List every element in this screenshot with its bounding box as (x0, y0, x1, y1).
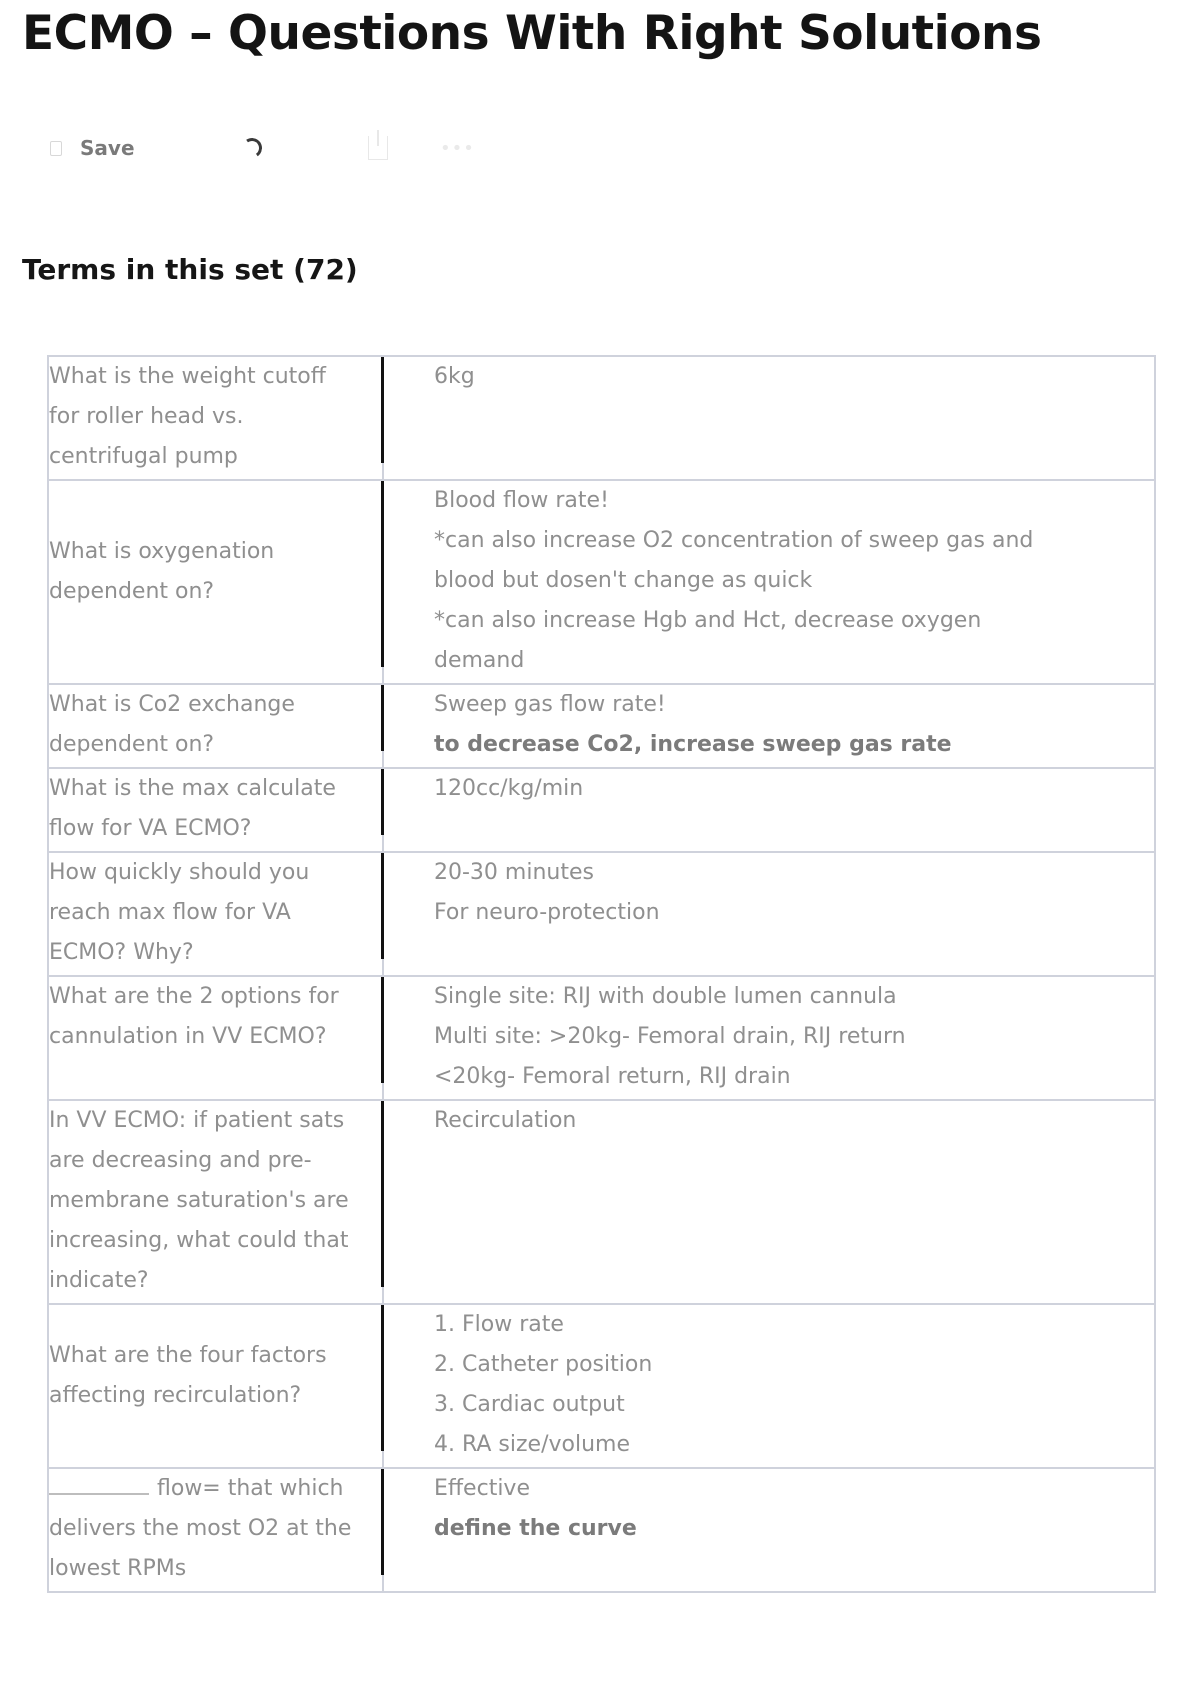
term-cell (48, 976, 383, 1100)
table-row (48, 480, 1155, 684)
term-line: delivers the most O2 at the (49, 1516, 352, 1541)
term-cell (48, 768, 383, 852)
term-line: membrane saturation's are (49, 1188, 349, 1213)
term-line: cannulation in VV ECMO? (49, 1024, 327, 1049)
term-text (49, 481, 382, 683)
save-label: Save (80, 136, 135, 160)
definition-cell (383, 1304, 1155, 1468)
definition-cell (383, 768, 1155, 852)
term-text (49, 853, 382, 975)
loading-indicator (242, 128, 262, 168)
definition-line: to decrease Co2, increase sweep gas rate (434, 732, 952, 757)
term-line: reach max flow for VA (49, 900, 291, 925)
table-row (48, 1100, 1155, 1304)
page-title: ECMO – Questions With Right Solutions (22, 6, 1042, 61)
table-row (48, 852, 1155, 976)
term-line: dependent on? (49, 732, 215, 757)
share-icon (368, 136, 388, 160)
definition-line: For neuro-protection (434, 900, 660, 925)
term-line: centrifugal pump (49, 444, 238, 469)
definition-line: define the curve (434, 1516, 637, 1541)
definition-line: *can also increase Hgb and Hct, decrease oxygen (434, 608, 982, 633)
term-cell (48, 1100, 383, 1304)
term-line: are decreasing and pre- (49, 1148, 312, 1173)
more-options-button[interactable] (440, 128, 475, 168)
term-line-text: flow= that which (157, 1476, 344, 1501)
definition-line: 20-30 minutes (434, 860, 594, 885)
definition-line: Single site: RIJ with double lumen cannula (434, 984, 897, 1009)
bookmark-icon (50, 141, 62, 156)
terms-table (47, 355, 1156, 1593)
table-row (48, 684, 1155, 768)
definition-cell (383, 480, 1155, 684)
definition-cell (383, 1100, 1155, 1304)
term-cell (48, 684, 383, 768)
term-line: affecting recirculation? (49, 1383, 302, 1408)
term-text (49, 357, 382, 479)
definition-line: Effective (434, 1476, 530, 1501)
term-text (49, 685, 382, 767)
definition-line: Blood flow rate! (434, 488, 609, 513)
save-button[interactable] (50, 128, 135, 168)
term-line: What is the weight cutoff (49, 364, 326, 389)
definition-line: 1. Flow rate (434, 1312, 564, 1337)
term-line: What is oxygenation (49, 539, 275, 564)
term-text (49, 769, 382, 851)
definition-cell (383, 684, 1155, 768)
term-line: What is Co2 exchange (49, 692, 295, 717)
definition-line: Multi site: >20kg- Femoral drain, RIJ return (434, 1024, 906, 1049)
definition-line: 3. Cardiac output (434, 1392, 625, 1417)
table-row (48, 1304, 1155, 1468)
table-row (48, 976, 1155, 1100)
term-text (49, 1101, 382, 1303)
definition-cell (383, 976, 1155, 1100)
term-cell (48, 1468, 383, 1592)
definition-cell (383, 356, 1155, 480)
definition-line: 4. RA size/volume (434, 1432, 630, 1457)
definition-cell (383, 852, 1155, 976)
term-line: What is the max calculate (49, 776, 336, 801)
definition-line: *can also increase O2 concentration of sweep gas and (434, 528, 1034, 553)
term-line: for roller head vs. (49, 404, 244, 429)
term-line: What are the four factors (49, 1343, 327, 1368)
term-line: flow for VA ECMO? (49, 816, 252, 841)
definition-line: 2. Catheter position (434, 1352, 653, 1377)
term-text (49, 1469, 382, 1591)
share-button[interactable] (368, 128, 388, 168)
term-line: What are the 2 options for (49, 984, 339, 1009)
term-line: lowest RPMs (49, 1556, 187, 1581)
fill-in-blank (49, 1469, 149, 1495)
definition-cell (383, 1468, 1155, 1592)
definition-line: <20kg- Femoral return, RIJ drain (434, 1064, 791, 1089)
term-line: indicate? (49, 1268, 149, 1293)
term-line: ECMO? Why? (49, 940, 194, 965)
term-line: dependent on? (49, 579, 215, 604)
term-cell (48, 356, 383, 480)
term-cell (48, 480, 383, 684)
term-line: How quickly should you (49, 860, 310, 885)
more-icon: ••• (440, 137, 475, 159)
term-line: In VV ECMO: if patient sats (49, 1108, 345, 1133)
term-text (49, 1305, 382, 1467)
definition-line: Sweep gas flow rate! (434, 692, 666, 717)
terms-heading: Terms in this set (72) (22, 253, 358, 286)
spinner-icon (240, 136, 263, 159)
definition-line: 120cc/kg/min (434, 776, 584, 801)
table-row (48, 768, 1155, 852)
definition-line: 6kg (434, 364, 475, 389)
toolbar (50, 128, 510, 168)
term-text (49, 977, 382, 1099)
term-cell (48, 1304, 383, 1468)
term-line (49, 1469, 376, 1509)
definition-line: demand (434, 648, 525, 673)
term-line: increasing, what could that (49, 1228, 349, 1253)
definition-line: blood but dosen't change as quick (434, 568, 813, 593)
table-row (48, 1468, 1155, 1592)
definition-line: Recirculation (434, 1108, 577, 1133)
table-row (48, 356, 1155, 480)
term-cell (48, 852, 383, 976)
